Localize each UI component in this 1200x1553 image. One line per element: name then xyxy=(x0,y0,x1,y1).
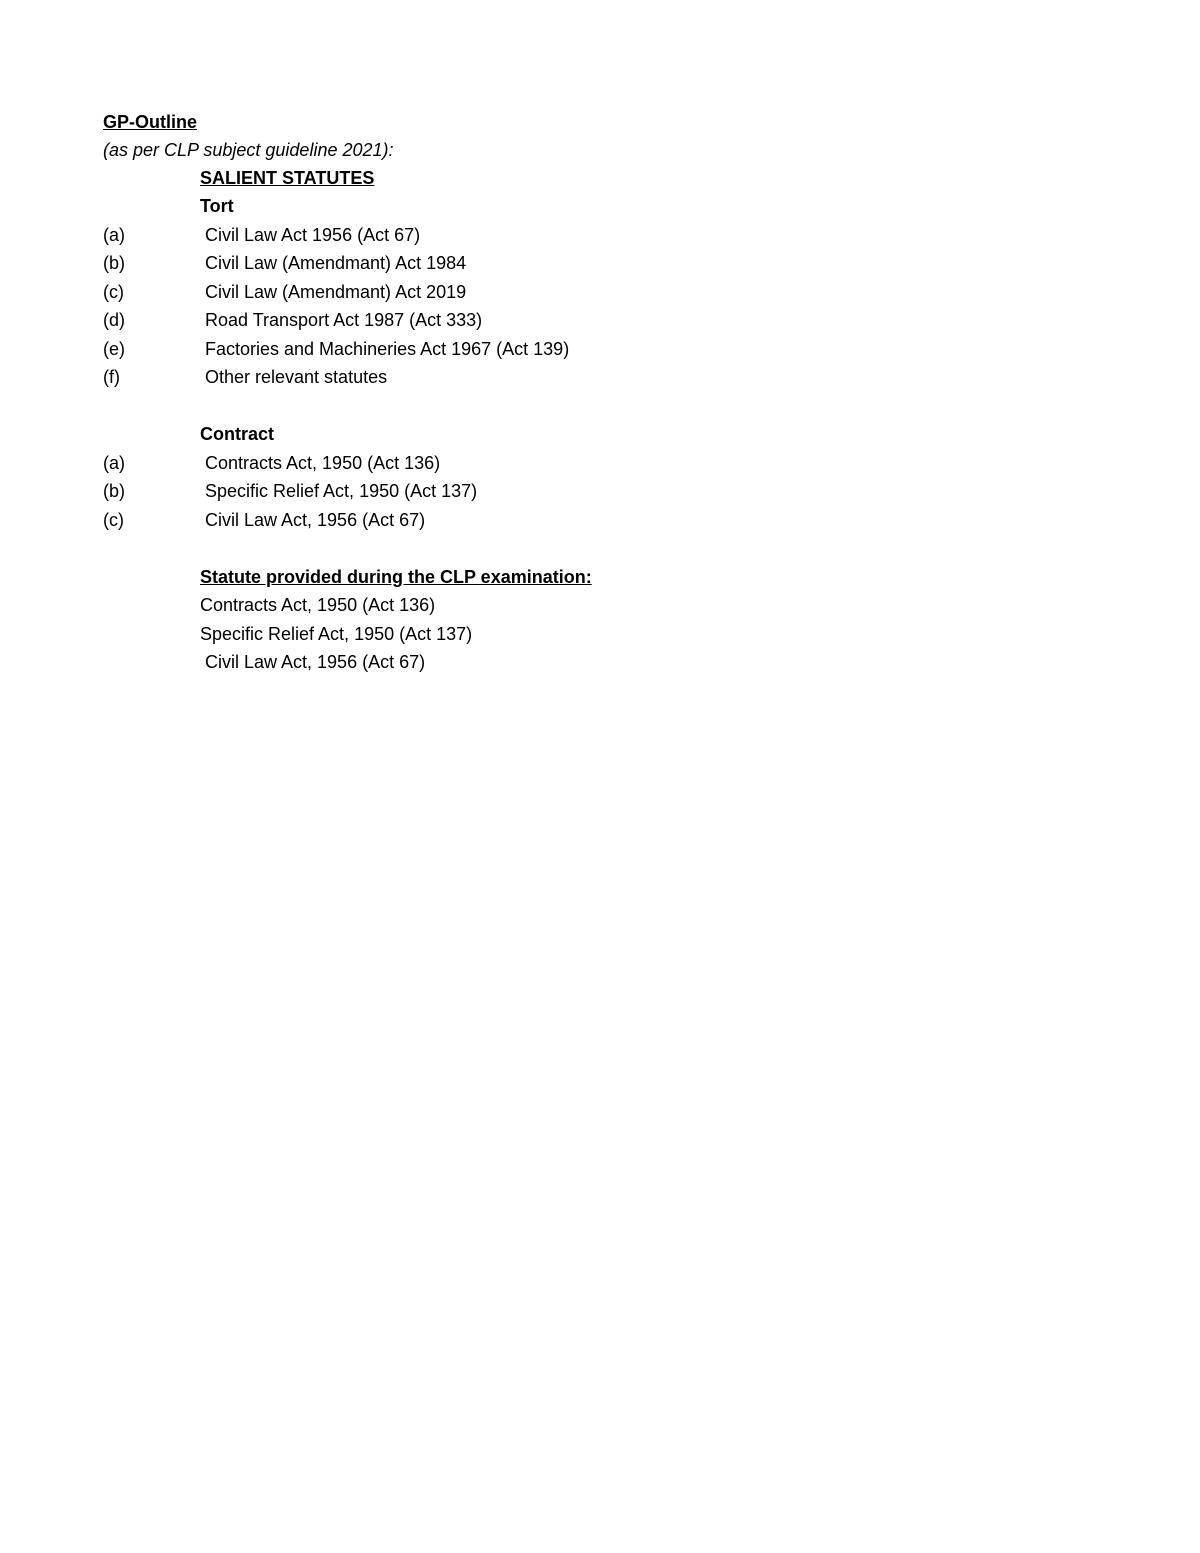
contract-item-text: Specific Relief Act, 1950 (Act 137) xyxy=(205,481,478,501)
contract-item-text: Contracts Act, 1950 (Act 136) xyxy=(205,453,441,473)
contract-item-label: (a) xyxy=(103,453,125,473)
exam-statute: Specific Relief Act, 1950 (Act 137) xyxy=(200,624,473,644)
exam-statute: Civil Law Act, 1956 (Act 67) xyxy=(205,652,426,672)
tort-item-label: (b) xyxy=(103,253,125,273)
contract-item-label: (b) xyxy=(103,481,125,501)
tort-item-text: Factories and Machineries Act 1967 (Act 139) xyxy=(205,339,570,359)
tort-item-label: (f) xyxy=(103,367,120,387)
contract-heading: Contract xyxy=(200,424,275,444)
tort-item-text: Civil Law (Amendmant) Act 2019 xyxy=(205,282,467,302)
tort-item-label: (c) xyxy=(103,282,124,302)
exam-statute: Contracts Act, 1950 (Act 136) xyxy=(200,595,436,615)
tort-item-text: Civil Law (Amendmant) Act 1984 xyxy=(205,253,467,273)
section-heading: SALIENT STATUTES xyxy=(200,168,375,188)
tort-item-label: (a) xyxy=(103,225,125,245)
document-title: GP-Outline xyxy=(103,112,197,132)
document-subtitle: (as per CLP subject guideline 2021): xyxy=(103,140,394,160)
tort-item-text: Civil Law Act 1956 (Act 67) xyxy=(205,225,421,245)
contract-item-label: (c) xyxy=(103,510,124,530)
tort-item-label: (d) xyxy=(103,310,125,330)
exam-heading: Statute provided during the CLP examination: xyxy=(200,567,592,587)
contract-item-text: Civil Law Act, 1956 (Act 67) xyxy=(205,510,426,530)
tort-item-label: (e) xyxy=(103,339,125,359)
tort-heading: Tort xyxy=(200,196,234,216)
tort-item-text: Road Transport Act 1987 (Act 333) xyxy=(205,310,483,330)
tort-item-text: Other relevant statutes xyxy=(205,367,388,387)
